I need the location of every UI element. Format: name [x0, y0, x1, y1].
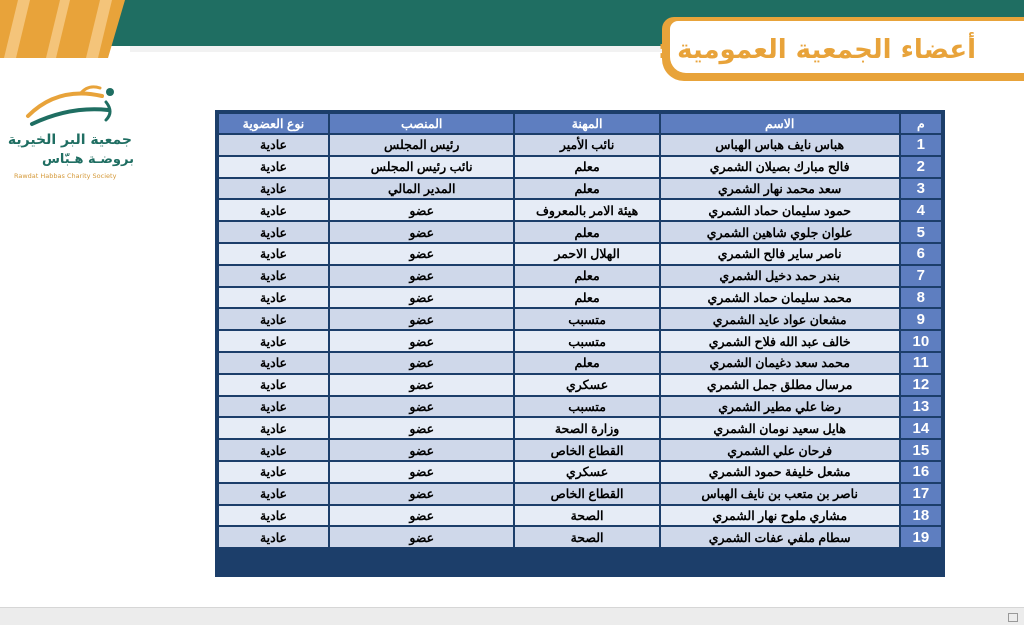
cell-profession: معلم	[515, 179, 658, 199]
table-row	[219, 484, 941, 504]
cell-num: 2	[901, 157, 941, 177]
cell-membership: عادية	[219, 353, 328, 373]
table-row	[219, 527, 941, 547]
table-row	[219, 179, 941, 199]
cell-membership: عادية	[219, 222, 328, 242]
table-row	[219, 397, 941, 417]
cell-membership: عادية	[219, 397, 328, 417]
cell-num: 17	[901, 484, 941, 504]
cell-name: سطام ملفي عفات الشمري	[661, 527, 899, 547]
table-row	[219, 418, 941, 438]
table-row	[219, 353, 941, 373]
cell-membership: عادية	[219, 244, 328, 264]
cell-num: 9	[901, 309, 941, 329]
table-row	[219, 462, 941, 482]
cell-num: 7	[901, 266, 941, 286]
title-box	[657, 17, 1024, 81]
cell-name: خالف عبد الله فلاح الشمري	[661, 331, 899, 351]
cell-num: 16	[901, 462, 941, 482]
cell-name: محمد سعد دغيمان الشمري	[661, 353, 899, 373]
cell-position: عضو	[330, 266, 514, 286]
cell-name: بندر حمد دخيل الشمري	[661, 266, 899, 286]
table-row	[219, 266, 941, 286]
cell-position: عضو	[330, 440, 514, 460]
cell-name: فرحان علي الشمري	[661, 440, 899, 460]
cell-position: عضو	[330, 527, 514, 547]
cell-name: هباس نايف هباس الهباس	[661, 135, 899, 155]
cell-name: مشاري ملوح نهار الشمري	[661, 506, 899, 526]
table-row	[219, 244, 941, 264]
cell-num: 4	[901, 200, 941, 220]
cell-position: نائب رئيس المجلس	[330, 157, 514, 177]
cell-membership: عادية	[219, 309, 328, 329]
cell-name: علوان جلوي شاهين الشمري	[661, 222, 899, 242]
cell-num: 18	[901, 506, 941, 526]
cell-profession: عسكري	[515, 462, 658, 482]
table-row	[219, 157, 941, 177]
society-logo	[7, 76, 140, 186]
cell-name: محمد سليمان حماد الشمري	[661, 288, 899, 308]
cell-profession: متسبب	[515, 309, 658, 329]
cell-profession: معلم	[515, 157, 658, 177]
cell-membership: عادية	[219, 157, 328, 177]
cell-position: عضو	[330, 331, 514, 351]
header-profession: المهنة	[515, 114, 658, 133]
table-row	[219, 222, 941, 242]
cell-membership: عادية	[219, 288, 328, 308]
cell-membership: عادية	[219, 527, 328, 547]
title-inner	[657, 21, 1024, 73]
cell-membership: عادية	[219, 266, 328, 286]
cell-membership: عادية	[219, 375, 328, 395]
cell-name: سعد محمد نهار الشمري	[661, 179, 899, 199]
cell-num: 8	[901, 288, 941, 308]
table-row	[219, 440, 941, 460]
cell-position: عضو	[330, 222, 514, 242]
cell-position: عضو	[330, 244, 514, 264]
cell-profession: متسبب	[515, 331, 658, 351]
cell-membership: عادية	[219, 135, 328, 155]
bottom-bar	[0, 607, 1024, 625]
header-name: الاسم	[661, 114, 899, 133]
cell-name: مرسال مطلق جمل الشمري	[661, 375, 899, 395]
cell-membership: عادية	[219, 200, 328, 220]
table-row	[219, 288, 941, 308]
logo-name-ar-line2: بروضـة هـبّاس	[41, 152, 134, 167]
cell-profession: الصحة	[515, 506, 658, 526]
cell-profession: وزارة الصحة	[515, 418, 658, 438]
table-row	[219, 309, 941, 329]
cell-position: عضو	[330, 353, 514, 373]
cell-membership: عادية	[219, 506, 328, 526]
cell-num: 15	[901, 440, 941, 460]
table-body	[219, 135, 941, 547]
cell-profession: معلم	[515, 222, 658, 242]
cell-num: 5	[901, 222, 941, 242]
cell-position: عضو	[330, 200, 514, 220]
cell-membership: عادية	[219, 462, 328, 482]
cell-profession: متسبب	[515, 397, 658, 417]
cell-num: 11	[901, 353, 941, 373]
cell-num: 13	[901, 397, 941, 417]
cell-membership: عادية	[219, 440, 328, 460]
table-header-row	[219, 114, 941, 133]
cell-num: 6	[901, 244, 941, 264]
cell-membership: عادية	[219, 484, 328, 504]
members-table	[217, 112, 943, 549]
header-position: المنصب	[330, 114, 514, 133]
cell-position: عضو	[330, 418, 514, 438]
cell-position: عضو	[330, 484, 514, 504]
logo-name-ar-line1: جمعية البر الخيرية	[7, 132, 132, 148]
cell-num: 14	[901, 418, 941, 438]
cell-name: ناصر بن متعب بن نايف الهباس	[661, 484, 899, 504]
cell-name: مشعان عواد عايد الشمري	[661, 309, 899, 329]
cell-position: رئيس المجلس	[330, 135, 514, 155]
cell-num: 3	[901, 179, 941, 199]
cell-profession: الصحة	[515, 527, 658, 547]
cell-position: عضو	[330, 506, 514, 526]
cell-profession: معلم	[515, 288, 658, 308]
cell-num: 10	[901, 331, 941, 351]
table-row	[219, 375, 941, 395]
cell-membership: عادية	[219, 418, 328, 438]
cell-profession: الهلال الاحمر	[515, 244, 658, 264]
page-icon	[1008, 613, 1018, 622]
cell-membership: عادية	[219, 179, 328, 199]
table-row	[219, 506, 941, 526]
logo-name-en: Rawdat Habbas Charity Society	[14, 172, 117, 180]
cell-position: عضو	[330, 375, 514, 395]
cell-num: 12	[901, 375, 941, 395]
table-row	[219, 331, 941, 351]
cell-position: عضو	[330, 309, 514, 329]
header-membership: نوع العضوية	[219, 114, 328, 133]
cell-position: عضو	[330, 288, 514, 308]
page-title: أعضاء الجمعية العمومية :	[657, 35, 976, 65]
cell-name: حمود سليمان حماد الشمري	[661, 200, 899, 220]
cell-position: عضو	[330, 397, 514, 417]
cell-name: مشعل خليفة حمود الشمري	[661, 462, 899, 482]
cell-profession: عسكري	[515, 375, 658, 395]
cell-profession: نائب الأمير	[515, 135, 658, 155]
cell-num: 1	[901, 135, 941, 155]
cell-name: ناصر ساير فالح الشمري	[661, 244, 899, 264]
cell-profession: القطاع الخاص	[515, 484, 658, 504]
cell-profession: معلم	[515, 266, 658, 286]
cell-name: فالح مبارك بصيلان الشمري	[661, 157, 899, 177]
cell-position: المدير المالي	[330, 179, 514, 199]
table-row	[219, 135, 941, 155]
header-num: م	[901, 114, 941, 133]
cell-name: هايل سعيد نومان الشمري	[661, 418, 899, 438]
members-table-frame	[215, 110, 945, 577]
cell-position: عضو	[330, 462, 514, 482]
cell-membership: عادية	[219, 331, 328, 351]
cell-profession: معلم	[515, 353, 658, 373]
cell-profession: هيئة الامر بالمعروف	[515, 200, 658, 220]
logo-emblem-icon	[10, 76, 140, 132]
cell-name: رضا علي مطير الشمري	[661, 397, 899, 417]
cell-num: 19	[901, 527, 941, 547]
cell-profession: القطاع الخاص	[515, 440, 658, 460]
table-row	[219, 200, 941, 220]
